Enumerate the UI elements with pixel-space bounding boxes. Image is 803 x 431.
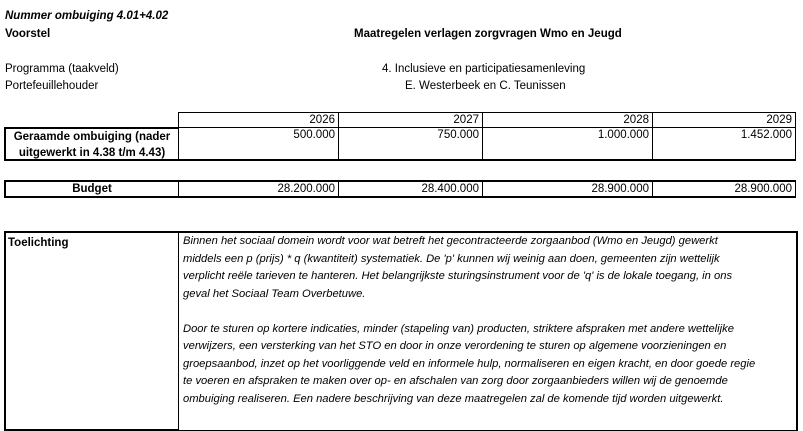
p2-line: groepsaanbod, inzet op het voorliggende veld en informele hulp, normaliseren en eigen kracht, en door goede regie xyxy=(183,357,756,370)
ombuiging-2028: 1.000.000 xyxy=(482,127,653,161)
year-2028: 2028 xyxy=(482,112,653,128)
year-2026: 2026 xyxy=(178,112,339,128)
ombuiging-label-line1: Geraamde ombuiging (nader xyxy=(13,131,171,143)
programma-value: 4. Inclusieve en participatiesamenleving xyxy=(382,63,586,75)
p2-line: te voeren en afspraken te maken over op- en afschalen van zorg door zorgaanbieders willen wij de genoemde xyxy=(183,375,728,387)
ombuiging-label-line2: uitgewerkt in 4.38 t/m 4.43) xyxy=(18,147,166,159)
portefeuille-label: Portefeuillehouder xyxy=(5,80,99,92)
ombuiging-2029: 1.452.000 xyxy=(652,127,796,161)
ombuiging-number: Nummer ombuiging 4.01+4.02 xyxy=(5,10,169,22)
voorstel-label: Voorstel xyxy=(5,28,51,40)
budget-2027: 28.400.000 xyxy=(338,180,483,198)
p2-line: verwijzers, een versterking van het STO en door in onze verordening te sturen op algemene voorzieningen en xyxy=(183,340,727,352)
budget-2028: 28.900.000 xyxy=(482,180,653,198)
year-2029: 2029 xyxy=(652,112,796,128)
budget-label: Budget xyxy=(4,180,179,198)
paragraph-2 xyxy=(183,321,796,409)
paragraph-1 xyxy=(183,233,796,303)
ombuiging-2027: 750.000 xyxy=(338,127,483,161)
ombuiging-label xyxy=(4,127,179,161)
budget-2026: 28.200.000 xyxy=(178,180,339,198)
ombuiging-2026: 500.000 xyxy=(178,127,339,161)
voorstel-value: Maatregelen verlagen zorgvragen Wmo en Jeugd xyxy=(354,28,622,40)
portefeuille-value: E. Westerbeek en C. Teunissen xyxy=(405,80,566,92)
paragraph-spacer xyxy=(183,303,796,321)
p1-line: verplicht reële tarieven te hanteren. Het belangrijkste sturingsinstrument voor de 'q' is de lokale toegang, in ons xyxy=(183,270,733,282)
toelichting-label: Toelichting xyxy=(4,231,179,431)
toelichting-text xyxy=(178,231,798,431)
programma-label: Programma (taakveld) xyxy=(5,63,119,75)
p1-line: geval het Sociaal Team Overbetuwe. xyxy=(183,287,366,300)
year-2027: 2027 xyxy=(338,112,483,128)
p2-line: ombuiging realiseren. Een nadere beschrijving van deze maatregelen zal de komende tijd worden uitgewerkt. xyxy=(183,392,724,405)
p1-line: middels een p (prijs) * q (kwantiteit) systematiek. De 'p' kunnen wij weinig aan doen, gemeenten zijn wettelijk xyxy=(183,252,720,265)
p2-line: Door te sturen op kortere indicaties, minder (stapeling van) producten, striktere afspraken met andere wettelijke xyxy=(183,322,734,335)
p1-line: Binnen het sociaal domein wordt voor wat betreft het gecontracteerde zorgaanbod (Wmo en Jeugd) gewerkt xyxy=(183,235,718,247)
budget-2029: 28.900.000 xyxy=(652,180,796,198)
